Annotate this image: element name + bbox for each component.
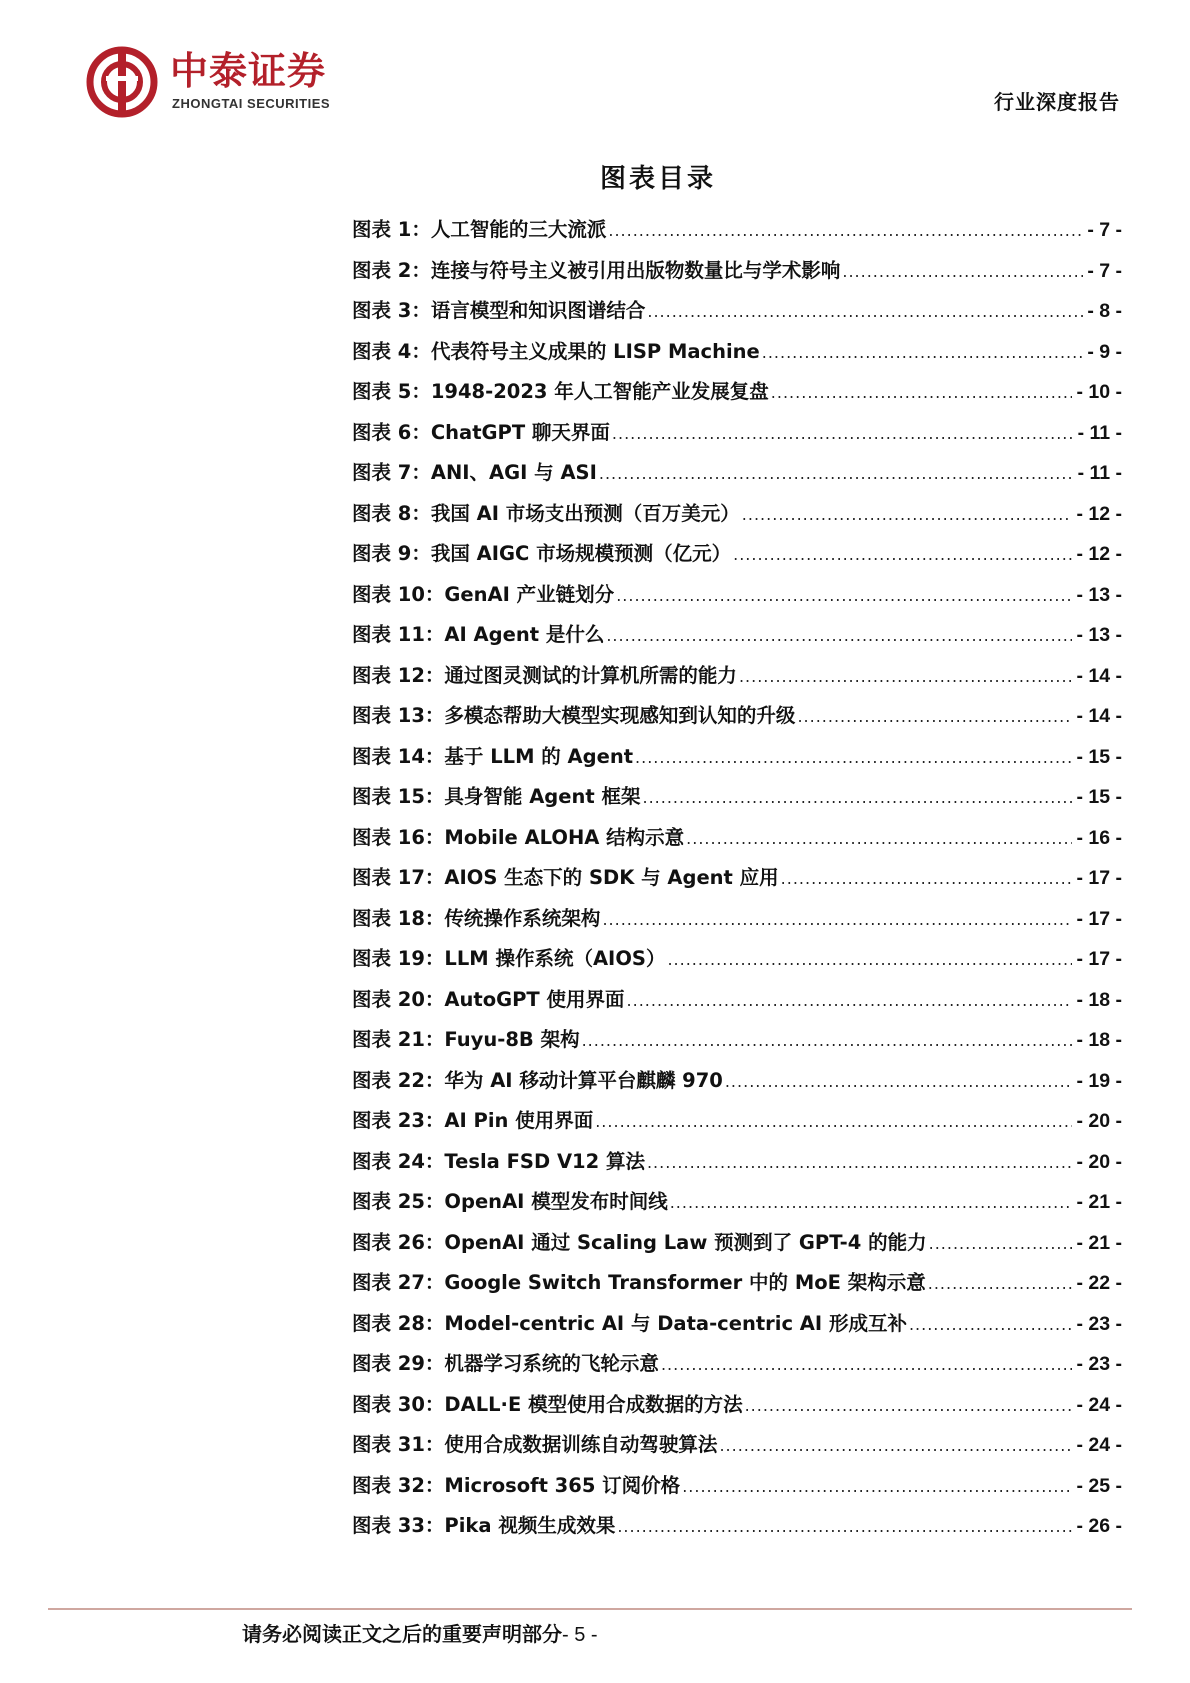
footer-page-number: - 5 -: [562, 1624, 598, 1646]
toc-item-label: 图表 29：机器学习系统的飞轮示意: [352, 1352, 659, 1375]
toc-item-label: 图表 13：多模态帮助大模型实现感知到认知的升级: [352, 704, 796, 727]
toc-item-page: - 20 -: [1076, 1110, 1122, 1132]
toc-dot-leader: [771, 383, 1073, 402]
brand-name-en: ZHONGTAI SECURITIES: [172, 96, 331, 111]
toc-item-page: - 12 -: [1076, 502, 1122, 525]
toc-item[interactable]: [352, 538, 1122, 579]
toc-dot-leader: [661, 1355, 1073, 1374]
toc-item[interactable]: [352, 1267, 1122, 1308]
toc-item[interactable]: [352, 579, 1122, 620]
toc-item[interactable]: [352, 862, 1122, 903]
toc-item-page: - 24 -: [1076, 1434, 1122, 1456]
toc-dot-leader: [797, 707, 1072, 726]
toc-dot-leader: [745, 1396, 1073, 1415]
toc-dot-leader: [842, 262, 1083, 281]
toc-item-page: - 17 -: [1076, 948, 1122, 970]
toc-item[interactable]: [352, 1429, 1122, 1470]
toc-dot-leader: [928, 1274, 1073, 1293]
toc-item-label: 图表 23：AI Pin 使用界面: [352, 1109, 594, 1132]
toc-dot-leader: [682, 1477, 1072, 1496]
toc-item[interactable]: [352, 498, 1122, 539]
toc-item-page: - 23 -: [1076, 1353, 1122, 1375]
toc-item[interactable]: [352, 1470, 1122, 1511]
toc-item-page: - 15 -: [1076, 745, 1122, 768]
toc-item-label: 图表 17：AIOS 生态下的 SDK 与 Agent 应用: [352, 866, 779, 889]
toc-dot-leader: [642, 788, 1072, 807]
toc-item-label: 图表 31：使用合成数据训练自动驾驶算法: [352, 1433, 718, 1456]
brand-name-cn: 中泰证券: [170, 49, 327, 93]
report-type-label: 行业深度报告: [994, 90, 1120, 114]
zhongtai-logo-icon: [86, 46, 158, 118]
toc-item-page: - 14 -: [1076, 705, 1122, 727]
toc-item[interactable]: [352, 903, 1122, 944]
toc-dot-leader: [742, 505, 1073, 524]
toc-item-label: 图表 26：OpenAI 通过 Scaling Law 预测到了 GPT-4 的能力: [352, 1230, 927, 1254]
toc-item[interactable]: [352, 1065, 1122, 1106]
toc-dot-leader: [667, 950, 1072, 969]
footer-disclaimer: 请务必阅读正文之后的重要声明部分: [242, 1622, 562, 1646]
toc-dot-leader: [616, 586, 1072, 605]
toc-item-label: 图表 21：Fuyu-8B 架构: [352, 1028, 580, 1051]
toc-dot-leader: [647, 302, 1083, 321]
toc-item-page: - 24 -: [1076, 1393, 1122, 1416]
toc-item-label: 图表 25：OpenAI 模型发布时间线: [352, 1190, 668, 1213]
toc-item[interactable]: [352, 336, 1122, 377]
toc-item-page: - 22 -: [1076, 1272, 1122, 1294]
toc-item-page: - 9 -: [1087, 340, 1122, 363]
toc-dot-leader: [599, 464, 1074, 483]
toc-item-page: - 21 -: [1076, 1191, 1122, 1213]
toc-item-label: 图表 10：GenAI 产业链划分: [352, 582, 615, 606]
toc-item-page: - 13 -: [1076, 583, 1122, 606]
toc-item-page: - 26 -: [1076, 1515, 1122, 1537]
toc-dot-leader: [612, 424, 1074, 443]
toc-dot-leader: [608, 221, 1083, 240]
toc-item[interactable]: [352, 376, 1122, 417]
toc-item-page: - 16 -: [1076, 826, 1122, 849]
toc-item-label: 图表 5：1948-2023 年人工智能产业发展复盘: [352, 380, 769, 403]
toc-dot-leader: [725, 1072, 1073, 1091]
toc-item-label: 图表 1：人工智能的三大流派: [352, 218, 607, 241]
toc-item[interactable]: [352, 1186, 1122, 1227]
toc-item-page: - 13 -: [1076, 624, 1122, 646]
toc-item-label: 图表 27：Google Switch Transformer 中的 MoE 架构示意: [352, 1271, 926, 1294]
toc-dot-leader: [595, 1112, 1072, 1131]
toc-item-label: 图表 6：ChatGPT 聊天界面: [352, 420, 610, 444]
toc-item-label: 图表 12：通过图灵测试的计算机所需的能力: [352, 663, 737, 687]
toc-item-page: - 25 -: [1076, 1474, 1122, 1497]
toc-dot-leader: [617, 1517, 1072, 1536]
toc-item[interactable]: [352, 1024, 1122, 1065]
toc-item-label: 图表 19：LLM 操作系统（AIOS）: [352, 947, 666, 970]
toc-item[interactable]: [352, 417, 1122, 458]
toc-item-label: 图表 32：Microsoft 365 订阅价格: [352, 1473, 681, 1497]
toc-item-label: 图表 14：基于 LLM 的 Agent: [352, 744, 634, 768]
toc-item-label: 图表 8：我国 AI 市场支出预测（百万美元）: [352, 501, 740, 525]
toc-item-page: - 18 -: [1076, 1029, 1122, 1051]
toc-item-label: 图表 18：传统操作系统架构: [352, 906, 601, 930]
figure-toc-list: [352, 214, 1122, 1551]
toc-item[interactable]: [352, 295, 1122, 336]
toc-title: 图表目录: [600, 164, 717, 194]
toc-item[interactable]: [352, 457, 1122, 498]
toc-dot-leader: [582, 1031, 1073, 1050]
toc-item-page: - 15 -: [1076, 786, 1122, 808]
toc-item[interactable]: [352, 984, 1122, 1025]
toc-item-label: 图表 15：具身智能 Agent 框架: [352, 785, 641, 808]
toc-item-label: 图表 20：AutoGPT 使用界面: [352, 987, 625, 1011]
toc-item-label: 图表 24：Tesla FSD V12 算法: [352, 1149, 645, 1173]
toc-item-label: 图表 9：我国 AIGC 市场规模预测（亿元）: [352, 542, 732, 565]
page-footer: [242, 1618, 598, 1647]
page-header: [86, 46, 1120, 126]
toc-item-label: 图表 28：Model-centric AI 与 Data-centric AI 形成互补: [352, 1311, 907, 1335]
footer-divider: [48, 1608, 1132, 1610]
toc-item[interactable]: [352, 1146, 1122, 1187]
toc-item-page: - 10 -: [1076, 381, 1122, 403]
toc-dot-leader: [719, 1436, 1072, 1455]
toc-item[interactable]: [352, 781, 1122, 822]
toc-dot-leader: [739, 667, 1073, 686]
toc-dot-leader: [781, 869, 1073, 888]
toc-item-page: - 19 -: [1076, 1069, 1122, 1092]
toc-item-page: - 23 -: [1076, 1312, 1122, 1335]
toc-item-label: 图表 4：代表符号主义成果的 LISP Machine: [352, 339, 760, 363]
toc-item[interactable]: [352, 1308, 1122, 1349]
toc-dot-leader: [635, 748, 1072, 767]
toc-item[interactable]: [352, 1510, 1122, 1551]
toc-item-page: - 8 -: [1087, 300, 1122, 322]
toc-item-page: - 21 -: [1076, 1231, 1122, 1254]
toc-item[interactable]: [352, 1105, 1122, 1146]
toc-item[interactable]: [352, 255, 1122, 296]
toc-item-page: - 7 -: [1087, 219, 1122, 241]
toc-item[interactable]: [352, 1227, 1122, 1268]
toc-item[interactable]: [352, 741, 1122, 782]
toc-item[interactable]: [352, 1348, 1122, 1389]
toc-item[interactable]: [352, 660, 1122, 701]
toc-item-label: 图表 22：华为 AI 移动计算平台麒麟 970: [352, 1068, 723, 1092]
toc-item-page: - 17 -: [1076, 867, 1122, 889]
toc-item-page: - 12 -: [1076, 543, 1122, 565]
toc-item[interactable]: [352, 943, 1122, 984]
toc-item-label: 图表 33：Pika 视频生成效果: [352, 1514, 616, 1537]
toc-item-page: - 18 -: [1076, 988, 1122, 1011]
toc-item-label: 图表 7：ANI、AGI 与 ASI: [352, 461, 597, 484]
toc-dot-leader: [929, 1234, 1073, 1253]
toc-item-page: - 7 -: [1087, 259, 1122, 282]
toc-item[interactable]: [352, 619, 1122, 660]
toc-dot-leader: [670, 1193, 1073, 1212]
toc-item-label: 图表 3：语言模型和知识图谱结合: [352, 299, 646, 322]
toc-item-page: - 14 -: [1076, 664, 1122, 687]
toc-item-label: 图表 11：AI Agent 是什么: [352, 623, 605, 646]
toc-dot-leader: [647, 1153, 1073, 1172]
toc-dot-leader: [909, 1315, 1073, 1334]
toc-dot-leader: [762, 343, 1084, 362]
toc-item-page: - 11 -: [1077, 421, 1122, 444]
toc-item[interactable]: [352, 214, 1122, 255]
toc-dot-leader: [602, 910, 1072, 929]
toc-dot-leader: [733, 545, 1072, 564]
toc-item-label: 图表 16：Mobile ALOHA 结构示意: [352, 825, 685, 849]
toc-item[interactable]: [352, 1389, 1122, 1430]
toc-item-page: - 11 -: [1077, 462, 1122, 484]
toc-item-page: - 20 -: [1076, 1150, 1122, 1173]
toc-dot-leader: [686, 829, 1072, 848]
toc-item-label: 图表 2：连接与符号主义被引用出版物数量比与学术影响: [352, 258, 841, 282]
toc-item[interactable]: [352, 822, 1122, 863]
toc-dot-leader: [627, 991, 1073, 1010]
toc-dot-leader: [606, 626, 1072, 645]
toc-item-page: - 17 -: [1076, 907, 1122, 930]
toc-item-label: 图表 30：DALL·E 模型使用合成数据的方法: [352, 1392, 743, 1416]
toc-item[interactable]: [352, 700, 1122, 741]
